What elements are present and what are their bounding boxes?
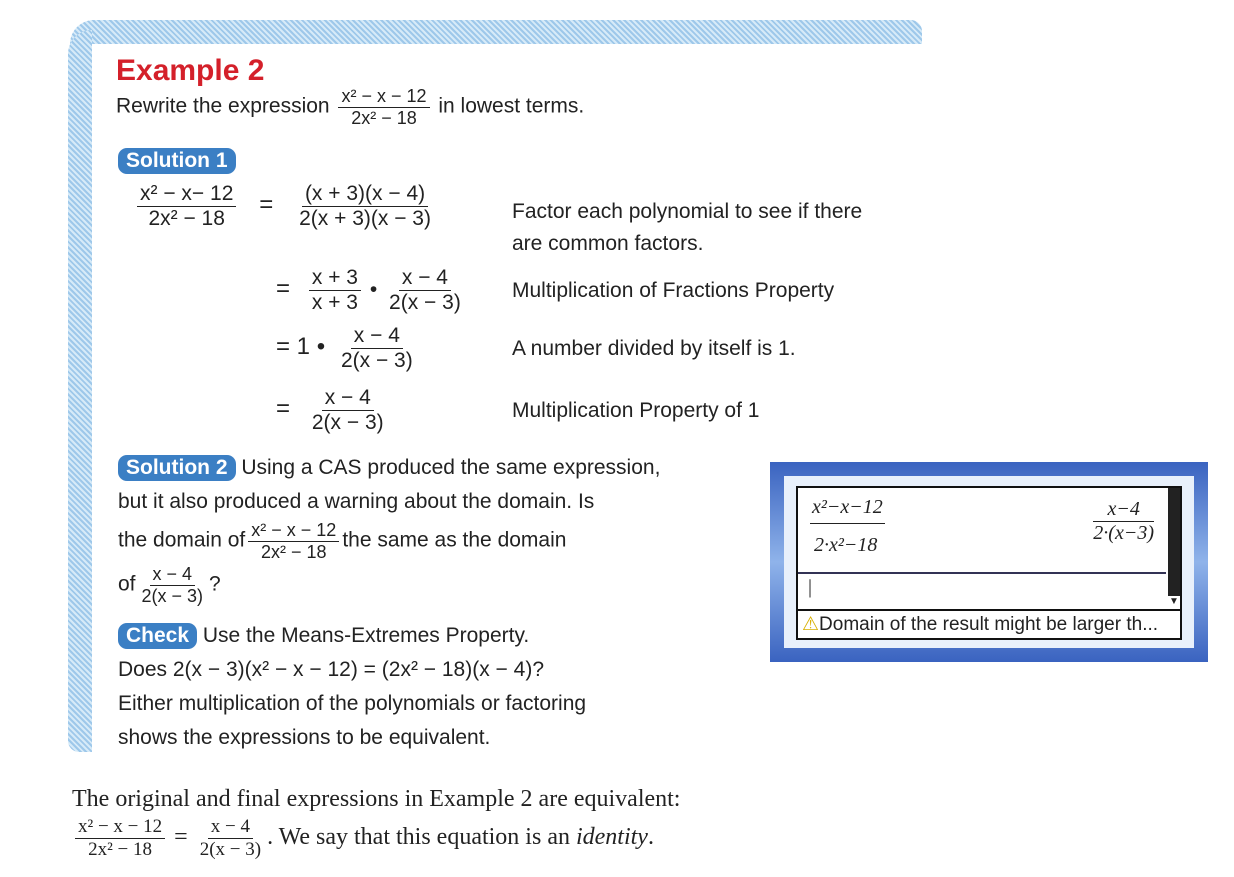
denominator: 2x² − 18 xyxy=(148,207,225,231)
equals-sign: = xyxy=(276,395,291,423)
check-line3: Either multiplication of the polynomials or factoring xyxy=(118,692,587,715)
cas-screenshot xyxy=(770,462,1208,662)
text: Using a CAS produced the same expression, xyxy=(241,456,661,479)
equals-sign: = xyxy=(174,823,188,850)
numerator: x − 4 xyxy=(351,324,403,349)
equals-sign: = xyxy=(276,275,291,303)
solution2-badge: Solution 2 xyxy=(118,455,236,481)
step2-note: Multiplication of Fractions Property xyxy=(512,279,835,302)
denominator: 2(x − 3) xyxy=(340,349,413,373)
numerator: (x + 3)(x − 4) xyxy=(302,182,428,207)
solution2-line1 xyxy=(118,455,660,481)
denominator: 2x² − 18 xyxy=(88,838,153,860)
numerator: x² − x− 12 xyxy=(137,182,236,207)
text: Use the Means-Extremes Property. xyxy=(202,624,530,647)
fraction xyxy=(309,266,361,315)
solution2-line4 xyxy=(118,564,221,606)
text: of xyxy=(118,572,136,596)
numerator: x−4 xyxy=(1093,498,1154,522)
denominator: 2x² − 18 xyxy=(261,541,327,562)
footer-line1: The original and final expressions in Example 2 are equivalent: xyxy=(72,786,681,812)
prompt-fraction xyxy=(338,86,429,128)
footer-line2 xyxy=(72,816,654,861)
numerator: x²−x−12 xyxy=(810,496,885,524)
check-line4: shows the expressions to be equivalent. xyxy=(118,726,491,749)
denominator: 2(x − 3) xyxy=(141,585,204,606)
equals-one-dot: = 1 • xyxy=(276,333,326,361)
check-line1 xyxy=(118,623,529,649)
period: . xyxy=(647,823,654,850)
text: ? xyxy=(209,572,221,596)
rhs-fraction xyxy=(296,182,434,231)
numerator: x − 4 xyxy=(322,386,374,411)
step1-note xyxy=(512,196,862,260)
domain-warning: Domain of the result might be larger th... xyxy=(819,614,1159,635)
fraction xyxy=(139,564,207,606)
solution2-line2: but it also produced a warning about the domain. Is xyxy=(118,490,595,513)
prompt-text-end: in lowest terms. xyxy=(438,94,585,118)
fraction xyxy=(309,386,387,435)
denominator: 2(x + 3)(x − 3) xyxy=(299,207,431,231)
numerator: x − 4 xyxy=(208,816,253,839)
step3-equation xyxy=(276,324,419,373)
denominator: 2·x²−18 xyxy=(814,534,878,556)
step1-equation xyxy=(134,182,437,231)
denominator: x + 3 xyxy=(311,291,358,315)
lhs-fraction xyxy=(137,182,236,231)
fraction xyxy=(248,520,339,562)
check-badge: Check xyxy=(118,623,197,649)
denominator: 2x² − 18 xyxy=(351,107,417,128)
step2-equation xyxy=(276,266,467,315)
numerator: x − 4 xyxy=(399,266,451,291)
check-line2: Does 2(x − 3)(x² − x − 12) = (2x² − 18)(x − 4)? xyxy=(118,658,544,681)
example-title: Example 2 xyxy=(116,54,265,87)
text: the same as the domain xyxy=(342,528,567,552)
scrollbar[interactable] xyxy=(1168,488,1180,596)
step4-note: Multiplication Property of 1 xyxy=(512,399,760,422)
scroll-down-icon[interactable]: ▼ xyxy=(1169,596,1179,607)
cas-result-fraction xyxy=(1093,498,1154,545)
equals-sign: = xyxy=(259,191,274,219)
entry-divider xyxy=(798,572,1166,574)
denominator: 2(x − 3) xyxy=(199,838,262,860)
cas-entry-line[interactable]: | xyxy=(808,576,813,598)
numerator: x² − x − 12 xyxy=(75,816,165,839)
step3-note: A number divided by itself is 1. xyxy=(512,337,796,360)
solution2-line3 xyxy=(118,520,566,562)
note-line: Factor each polynomial to see if there xyxy=(512,200,863,223)
numerator: x² − x − 12 xyxy=(338,86,429,108)
numerator: x − 4 xyxy=(150,564,196,586)
text: . We say that this equation is an xyxy=(267,823,570,850)
numerator: x² − x − 12 xyxy=(248,520,339,542)
example-frame-left xyxy=(68,30,92,752)
fraction xyxy=(197,816,264,861)
warning-icon: ⚠ xyxy=(802,614,820,635)
cas-screen xyxy=(796,486,1182,640)
note-line: are common factors. xyxy=(512,232,704,255)
multiply-dot: • xyxy=(369,278,378,302)
fraction xyxy=(75,816,165,861)
prompt-text: Rewrite the expression xyxy=(116,94,330,118)
example-prompt xyxy=(116,86,584,128)
numerator: x + 3 xyxy=(309,266,361,291)
identity-term: identity xyxy=(575,823,648,850)
example-frame-top xyxy=(70,20,922,44)
step4-equation xyxy=(276,386,390,435)
denominator: 2(x − 3) xyxy=(311,411,384,435)
fraction xyxy=(338,324,416,373)
denominator: 2·(x−3) xyxy=(1093,522,1154,544)
denominator: 2(x − 3) xyxy=(389,291,461,315)
text: the domain of xyxy=(118,528,246,552)
solution1-badge: Solution 1 xyxy=(118,148,236,174)
cas-input-fraction xyxy=(810,496,885,557)
fraction xyxy=(386,266,464,315)
